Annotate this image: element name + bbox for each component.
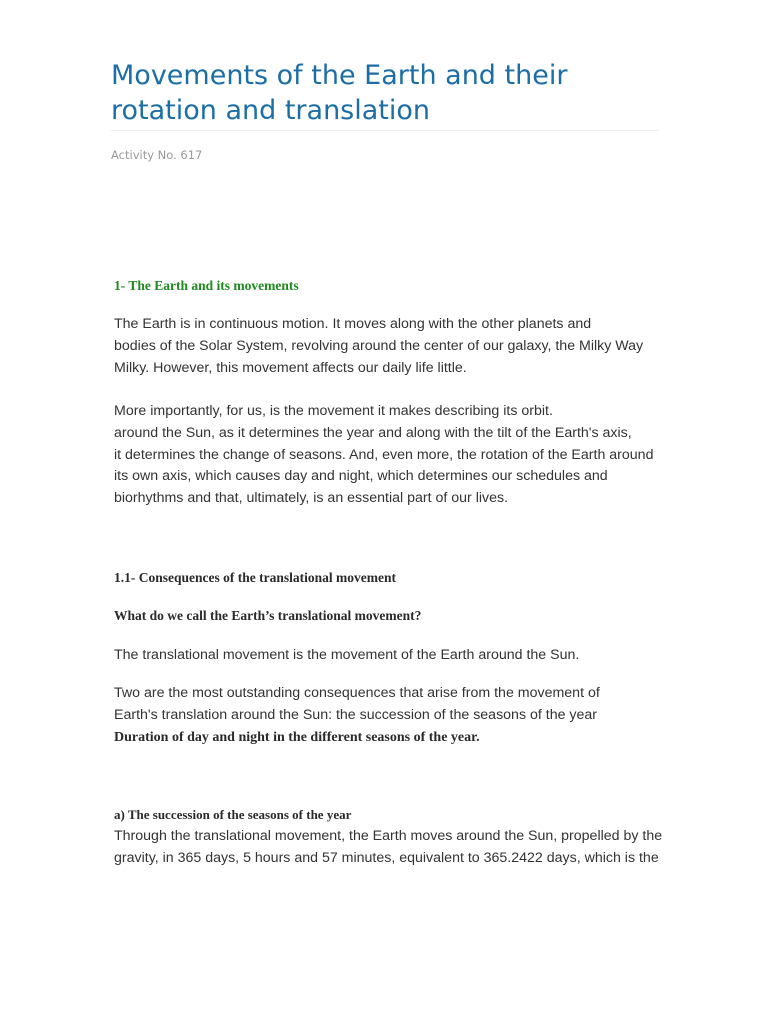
paragraph-line: The Earth is in continuous motion. It moves along with the other planets and <box>114 316 592 332</box>
paragraph-line: its own axis, which causes day and night, which determines our schedules and <box>114 468 608 485</box>
page-title: Movements of the Earth and their rotation and translation <box>111 60 568 126</box>
section-heading-translational-consequences: 1.1- Consequences of the translational movement <box>114 570 396 585</box>
paragraph-line: Earth's translation around the Sun: the succession of the seasons of the year <box>114 706 598 723</box>
paragraph-line: The translational movement is the movement of the Earth around the Sun. <box>114 647 580 663</box>
paragraph-line: bodies of the Solar System, revolving around the center of our galaxy, the Milky Way <box>114 337 644 354</box>
paragraph-seasons <box>114 826 662 870</box>
paragraph-line: More importantly, for us, is the movement it makes describing its orbit. <box>114 403 553 419</box>
paragraph-line: it determines the change of seasons. And, even more, the rotation of the Earth around <box>114 446 654 463</box>
section-heading-earth-movements: 1- The Earth and its movements <box>114 278 299 293</box>
paragraph-line: Milky. However, this movement affects our daily life little. <box>114 359 467 376</box>
paragraph-bold-line: Duration of day and night in the different seasons of the year. <box>114 729 480 745</box>
paragraph-translation-definition <box>114 645 579 667</box>
paragraph-line: Through the translational movement, the Earth moves around the Sun, propelled by the <box>114 828 663 844</box>
paragraph-orbit <box>114 401 653 510</box>
paragraph-line: around the Sun, as it determines the year and along with the tilt of the Earth's axis, <box>114 424 632 441</box>
paragraph-line: Two are the most outstanding consequences that arise from the movement of <box>114 685 600 701</box>
paragraph-consequences <box>114 683 600 748</box>
title-divider <box>111 130 659 131</box>
paragraph-line: biorhythms and that, ultimately, is an essential part of our lives. <box>114 490 509 507</box>
question-heading: What do we call the Earth’s translational movement? <box>114 608 422 623</box>
activity-number: Activity No. 617 <box>111 148 203 162</box>
paragraph-continuous-motion <box>114 314 643 379</box>
paragraph-line: gravity, in 365 days, 5 hours and 57 minutes, equivalent to 365.2422 days, which is the <box>114 849 659 866</box>
subsection-heading-seasons: a) The succession of the seasons of the year <box>114 807 352 822</box>
